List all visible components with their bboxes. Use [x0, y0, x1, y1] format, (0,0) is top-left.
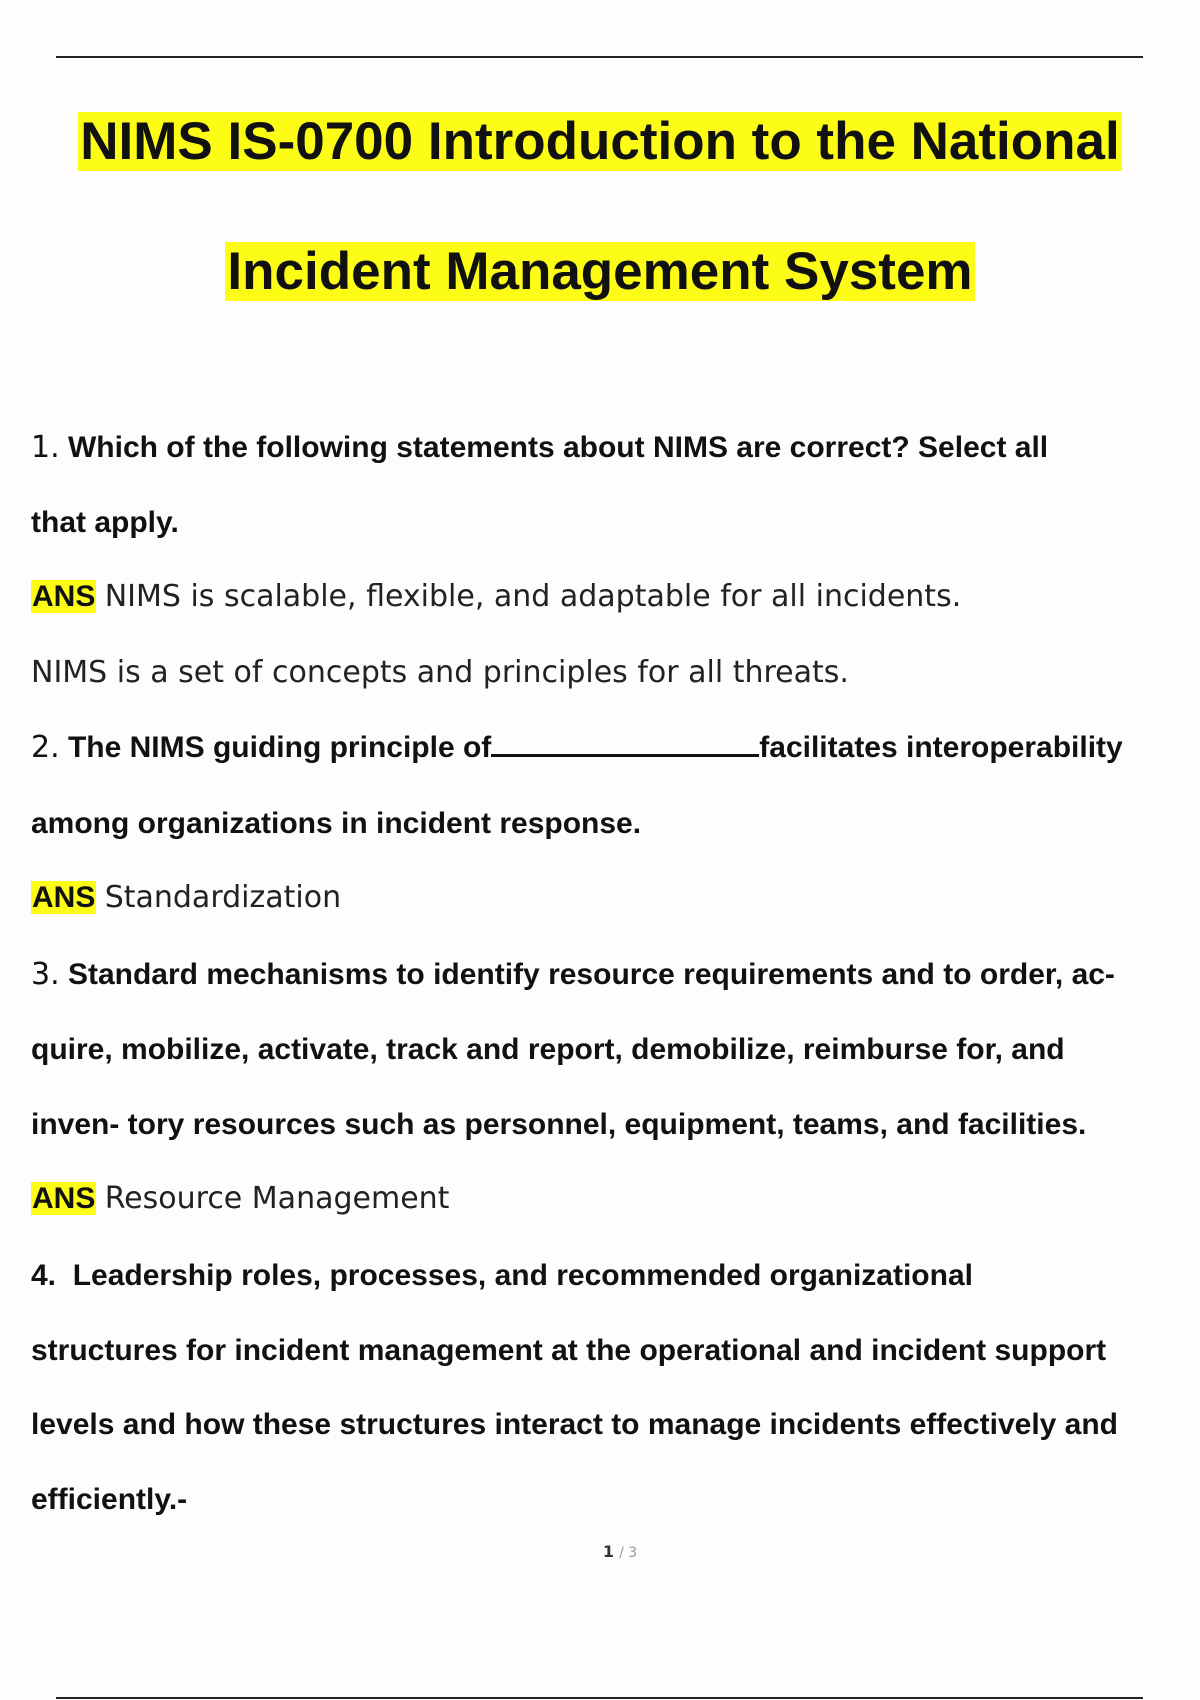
question-4-line-1 — [31, 1256, 973, 1296]
question-2-number: 2. — [31, 730, 60, 765]
question-4-text-cont-1: structures for incident management at the operational and incident support — [31, 1334, 1107, 1367]
question-3-line-2 — [31, 1030, 1065, 1070]
question-1-text: Which of the following statements about NIMS are correct? Select all — [67, 431, 1049, 464]
question-4-line-2 — [31, 1331, 1106, 1371]
question-3-text: Standard mechanisms to identify resource requirements and to order, ac- — [67, 958, 1115, 991]
question-4-text: Leadership roles, processes, and recommended organizational — [72, 1259, 973, 1292]
answer-1-text: NIMS is scalable, flexible, and adaptable for all incidents. — [104, 579, 962, 614]
answer-label: ANS — [32, 1182, 96, 1215]
answer-2-text: Standardization — [104, 880, 342, 915]
title-highlight-1: NIMS IS-0700 Introduction to the National — [80, 112, 1120, 171]
question-2-line-1 — [31, 728, 1123, 768]
question-2-text: The NIMS guiding principle of — [67, 731, 492, 764]
question-3-text-cont-2: inven- tory resources such as personnel, equipment, teams, and facilities. — [31, 1108, 1087, 1141]
question-4-line-3 — [31, 1405, 1118, 1445]
page-indicator — [0, 1542, 1200, 1561]
page-total: / 3 — [619, 1545, 638, 1561]
question-4-text-cont-2: levels and how these structures interact to manage incidents effectively and — [31, 1408, 1119, 1441]
question-4-number: 4. — [31, 1259, 57, 1292]
answer-2 — [31, 878, 341, 918]
question-3-line-3 — [31, 1105, 1086, 1145]
answer-label: ANS — [32, 580, 96, 613]
question-3-text-cont-1: quire, mobilize, activate, track and report, demobilize, reimburse for, and — [31, 1033, 1065, 1066]
question-4-line-4 — [31, 1480, 187, 1520]
page-current: 1 — [602, 1542, 614, 1561]
title-highlight-2: Incident Management System — [227, 242, 973, 301]
page-title-line-2 — [0, 240, 1200, 304]
answer-label: ANS — [32, 881, 96, 914]
top-rule — [56, 56, 1143, 58]
question-2-text-after-blank: facilitates interoperability — [759, 731, 1123, 764]
question-1-line-1 — [31, 428, 1048, 468]
question-1-number: 1. — [31, 430, 60, 465]
answer-3-text: Resource Management — [104, 1181, 450, 1216]
question-1-text-cont: that apply. — [31, 506, 179, 539]
question-2-line-2 — [31, 804, 641, 844]
fill-in-blank — [491, 728, 759, 757]
question-3-number: 3. — [31, 957, 60, 992]
question-3-line-1 — [31, 955, 1115, 995]
answer-1-text-cont: NIMS is a set of concepts and principles for all threats. — [31, 655, 849, 690]
answer-1-line-2 — [31, 653, 849, 693]
question-4-text-cont-3: efficiently.- — [31, 1483, 188, 1516]
question-2-text-cont: among organizations in incident response. — [31, 807, 642, 840]
question-1-line-2 — [31, 503, 179, 543]
answer-1 — [31, 577, 961, 617]
answer-3 — [31, 1179, 449, 1219]
bottom-rule — [56, 1697, 1143, 1699]
page-title-line-1 — [0, 110, 1200, 174]
